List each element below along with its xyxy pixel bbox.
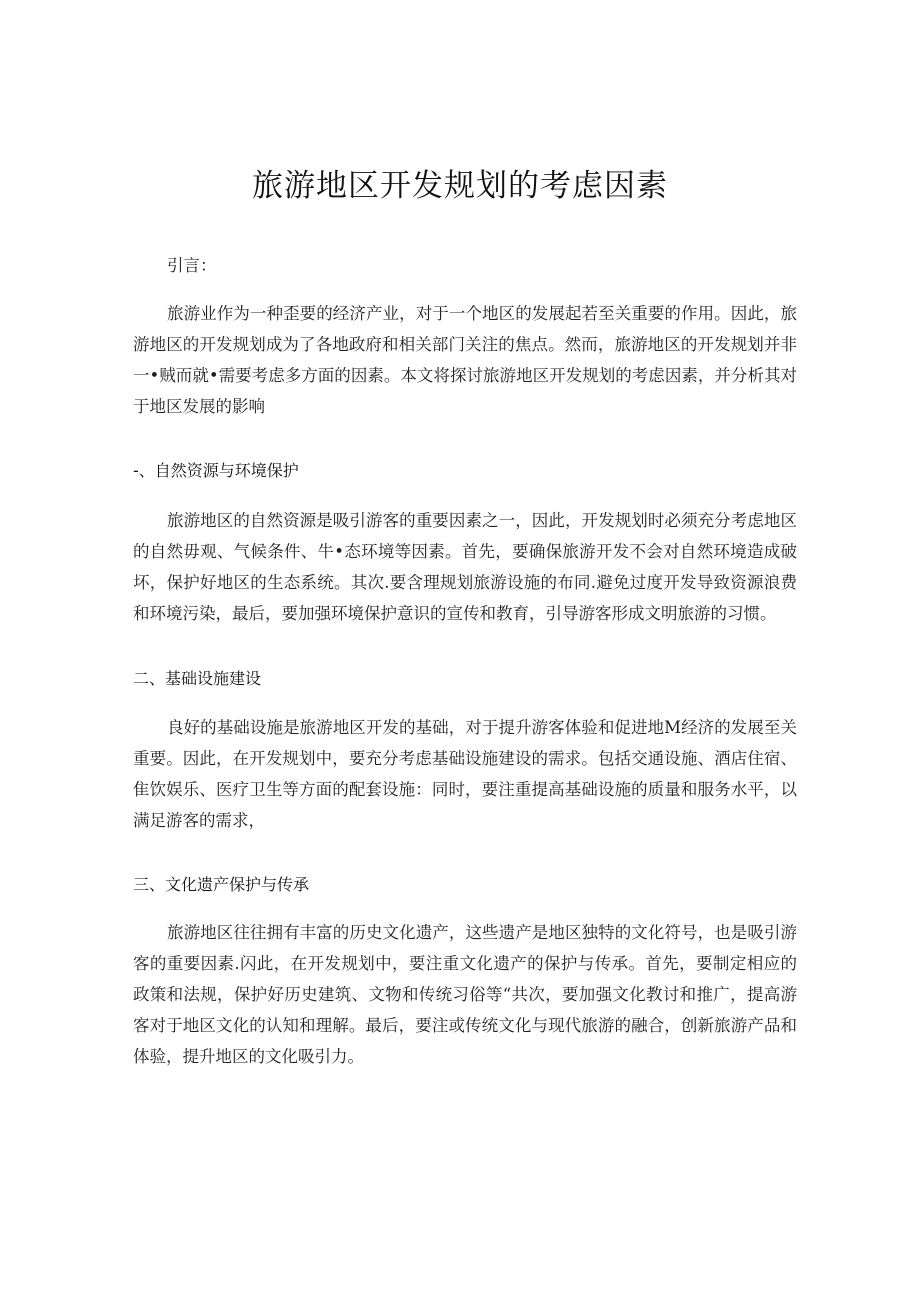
section-heading-infrastructure: 二、基础设施建设	[133, 669, 262, 688]
intro-label: 引言：	[167, 256, 217, 275]
section-paragraph-infrastructure: 良好的基础设施是旅游地区开发的基础，对于提升游客体验和促进地M经济的发展至关重要。因此，在开发规划中，要充分考虑基础设施建设的需求。包括交通设施、酒店住宿、隹饮娱乐、医疗卫生等方面的配套设施：同时，要注重提高基础设施的质量和服务水平，以满足游客的需求，	[133, 718, 797, 830]
document-title: 旅游地区开发规划的考虑因素	[252, 168, 668, 204]
intro-paragraph: 旅游业作为一种歪要的经济产业，对于一个地区的发展起若至关重要的作用。因此，旅游地区的开发规划成为了各地政府和相关部门关注的焦点。然而，旅游地区的开发规划并非一•贼而就•需要考虑多方面的因素。本文将探讨旅游地区开发规划的考虑因素，并分析其对于地区发展的影响	[133, 304, 797, 416]
section-paragraph-culture: 旅游地区往往拥有丰富的历史文化遗产，这些遗产是地区独特的文化符号，也是吸引游客的重要因素.闪此，在开发规划中，要注重文化遗产的保护与传承。首先，要制定相应的政策和法规，保护好历史建筑、文物和传统习俗等“共次，要加强文化教讨和推广，提高游客对于地区文化的认知和理解。最后，要注或传统文化与现代旅游的融合，创新旅游产品和体验，提升地区的文化吸引力。	[133, 923, 797, 1066]
section-paragraph-nature: 旅游地区的自然资源是吸引游客的重要因素之一，因此，开发规划时必须充分考虑地区的自然毋观、气候条件、牛•态环境等因素。首先，要确保旅游开发不会对自然环境造成破坏，保护好地区的生态系统。其次.要含理规划旅游设施的布同.避免过度开发导致资源浪费和环境污染，最后，要加强环境保护意识的宣传和教育，引导游客形成文明旅游的习惯。	[133, 511, 797, 623]
section-heading-culture: 三、文化遗产保护与传承	[133, 875, 310, 894]
section-heading-nature: -、自然资源与环境保护	[133, 461, 299, 480]
